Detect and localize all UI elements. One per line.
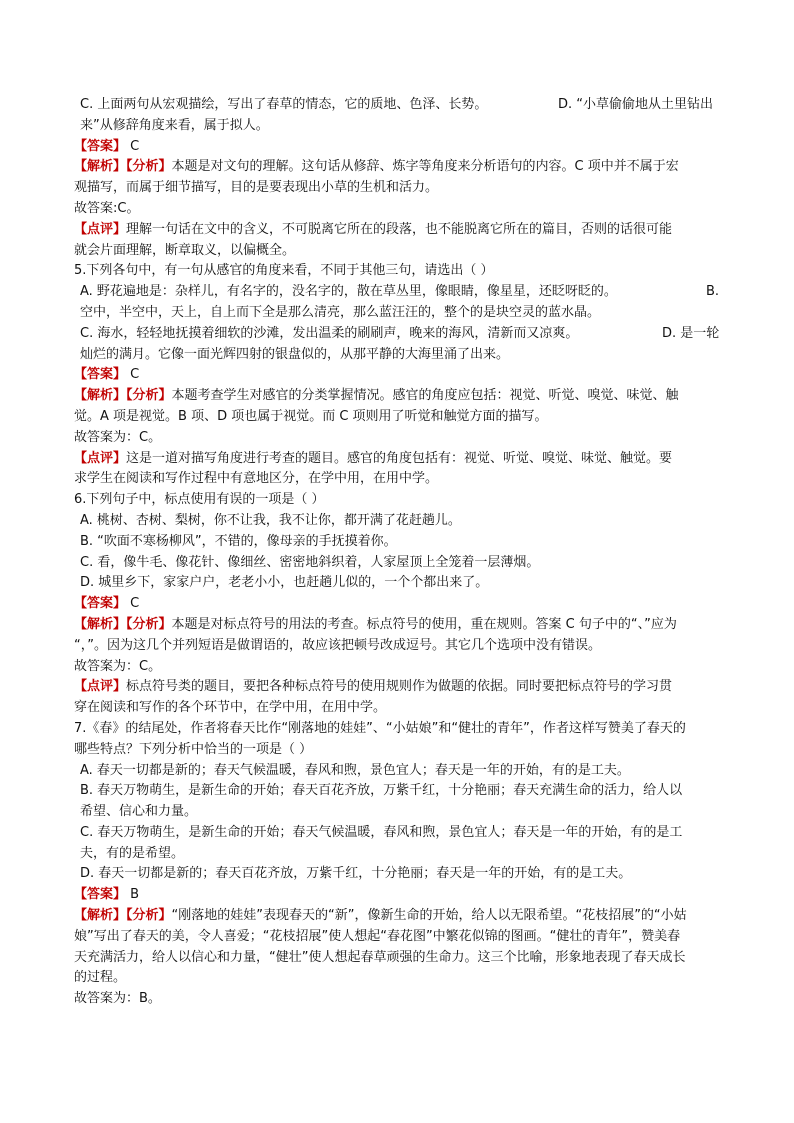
- answer-tag: 【答案】: [74, 367, 127, 383]
- answer-tag: 【答案】: [74, 887, 127, 903]
- comment-text: 标点符号类的题目，要把各种标点符号的使用规则作为做题的依据。同时要把标点符号的学习贯: [126, 679, 673, 695]
- q7-conclusion: 故答案为：B。: [74, 991, 161, 1007]
- q4-comment-cont: 就会片面理解，断章取义，以偏概全。: [74, 242, 296, 258]
- q5-comment-cont: 求学生在阅读和写作过程中有意地区分，在学中用，在用中学。: [74, 471, 439, 487]
- q7-stem: 7.《春》的结尾处，作者将春天比作“刚落地的娃娃”、“小姑娘”和“健壮的青年”，作者这样写赞美了春天的: [74, 720, 686, 736]
- q5-option-b-label: B.: [706, 284, 720, 300]
- q7-analysis: [74, 906, 734, 927]
- q4-analysis: [74, 157, 734, 178]
- q5-options-row-1: [74, 282, 734, 303]
- q7-option-c: C. 春天万物萌生，是新生命的开始；春天气候温暖，春风和煦，景色宜人；春天是一年的开始，有的是工: [80, 824, 683, 840]
- q4-options-row: [74, 95, 734, 116]
- analysis-text: 本题是对标点符号的用法的考查。标点符号的使用，重在规则。答案 C 句子中的“、”应为: [171, 616, 677, 632]
- comment-tag: 【点评】: [74, 450, 127, 466]
- answer-tag: 【答案】: [74, 596, 127, 612]
- q5-option-a: A. 野花遍地是：杂样儿，有名字的，没名字的，散在草丛里，像眼睛，像星星，还眨呀眨的。: [80, 284, 617, 300]
- q5-answer: [74, 365, 734, 386]
- q6-option-d: D. 城里乡下，家家户户，老老小小，也赶趟儿似的，一个个都出来了。: [80, 575, 489, 591]
- q4-comment: [74, 220, 734, 241]
- comment-text: 理解一句话在文中的含义，不可脱离它所在的段落，也不能脱离它所在的篇目，否则的话很可能: [126, 221, 673, 237]
- q4-option-d-cont: 来”从修辞角度来看，属于拟人。: [80, 117, 269, 133]
- comment-tag: 【点评】: [74, 679, 127, 695]
- q5-options-row-2: [74, 324, 734, 345]
- answer-value: B: [126, 887, 140, 903]
- q4-option-c: C. 上面两句从宏观描绘，写出了春草的情态，它的质地、色泽、长势。: [80, 97, 488, 112]
- q5-option-b: 空中，半空中，天上，自上而下全是那么清亮，那么蓝汪汪的，整个的是块空灵的蓝水晶。: [80, 304, 601, 320]
- q7-option-a: A. 春天一切都是新的；春天气候温暖，春风和煦，景色宜人；春天是一年的开始，有的是工夫。: [80, 762, 630, 778]
- q5-analysis-cont: 觉。A 项是视觉。B 项、D 项也属于视觉。而 C 项则用了听觉和触觉方面的描写。: [74, 408, 548, 424]
- q7-option-b-cont: 希望、信心和力量。: [80, 804, 198, 820]
- q5-conclusion: 故答案为：C。: [74, 429, 162, 445]
- page-content: [74, 95, 734, 1010]
- q6-comment: [74, 677, 734, 698]
- q5-option-c: C. 海水，轻轻地抚摸着细软的沙滩，发出温柔的刷刷声，晚来的海风，清新而又凉爽。: [80, 325, 579, 341]
- answer-value: C: [126, 596, 140, 612]
- answer-tag: 【答案】: [74, 138, 127, 154]
- q4-analysis-cont: 观描写，而属于细节描写，目的是要表现出小草的生机和活力。: [74, 180, 439, 196]
- analysis-tag: 【解析】【分析】: [74, 908, 172, 924]
- q4-option-d: D. “小草偷偷地从土里钻出: [558, 97, 714, 112]
- q5-option-d: D. 是一轮: [662, 325, 720, 341]
- analysis-text: “刚落地的娃娃”表现春天的“新”，像新生命的开始，给人以无限希望。“花枝招展”的“小姑: [171, 908, 687, 924]
- q6-analysis: [74, 615, 734, 636]
- comment-tag: 【点评】: [74, 221, 127, 237]
- q4-answer: [74, 137, 734, 158]
- comment-text: 这是一道对描写角度进行考查的题目。感官的角度包括有：视觉、听觉、嗅觉、味觉、触觉。要: [126, 450, 673, 466]
- q5-option-d-cont: 灿烂的满月。它像一面光辉四射的银盘似的，从那平静的大海里涌了出来。: [80, 346, 510, 362]
- q7-analysis-cont-3: 的过程。: [74, 970, 127, 986]
- q6-analysis-cont: “，”。因为这几个并列短语是做谓语的，故应该把顿号改成逗号。其它几个选项中没有错误。: [74, 637, 601, 653]
- q6-comment-cont: 穿在阅读和写作的各个环节中，在学中用，在用中学。: [74, 700, 387, 716]
- q5-stem: 5.下列各句中，有一句从感官的角度来看，不同于其他三句，请选出（ ）: [74, 263, 494, 279]
- answer-value: C: [126, 367, 140, 383]
- q5-comment: [74, 449, 734, 470]
- analysis-tag: 【解析】【分析】: [74, 616, 172, 632]
- q6-option-b: B. “吹面不寒杨柳风”，不错的，像母亲的手抚摸着你。: [80, 533, 397, 549]
- q7-option-d: D. 春天一切都是新的；春天百花齐放，万紫千红，十分艳丽；春天是一年的开始，有的是工夫。: [80, 866, 632, 882]
- q6-option-a: A. 桃树、杏树、梨树，你不让我，我不让你，都开满了花赶趟儿。: [80, 512, 461, 528]
- q6-option-c: C. 看，像牛毛、像花针、像细丝、密密地斜织着，人家屋顶上全笼着一层薄烟。: [80, 554, 540, 570]
- q6-conclusion: 故答案为：C。: [74, 658, 162, 674]
- q7-stem-cont: 哪些特点？下列分析中恰当的一项是（ ）: [74, 741, 313, 757]
- analysis-tag: 【解析】【分析】: [74, 159, 172, 175]
- q7-analysis-cont-2: 天充满活力，给人以信心和力量，“健壮”使人想起春草顽强的生命力。这三个比喻，形象地表现了春天成长: [74, 949, 686, 965]
- answer-value: C: [126, 138, 140, 154]
- q6-answer: [74, 594, 734, 615]
- q7-option-c-cont: 夫，有的是希望。: [80, 845, 185, 861]
- q4-conclusion: 故答案:C。: [74, 200, 140, 216]
- q7-option-b: B. 春天万物萌生，是新生命的开始；春天百花齐放，万紫千红，十分艳丽；春天充满生命的活力，给人以: [80, 783, 683, 799]
- analysis-text: 本题考查学生对感官的分类掌握情况。感官的角度应包括：视觉、听觉、嗅觉、味觉、触: [171, 388, 679, 404]
- analysis-tag: 【解析】【分析】: [74, 388, 172, 404]
- q5-analysis: [74, 386, 734, 407]
- q7-answer: [74, 885, 734, 906]
- q6-stem: 6.下列句子中，标点使用有误的一项是（ ）: [74, 492, 325, 508]
- q7-analysis-cont-1: 娘”写出了春天的美，令人喜爱；“花枝招展”使人想起“春花图”中繁花似锦的图画。“健壮的青年”，赞美春: [74, 928, 681, 944]
- analysis-text: 本题是对文句的理解。这句话从修辞、炼字等角度来分析语句的内容。C 项中并不属于宏: [171, 159, 679, 175]
